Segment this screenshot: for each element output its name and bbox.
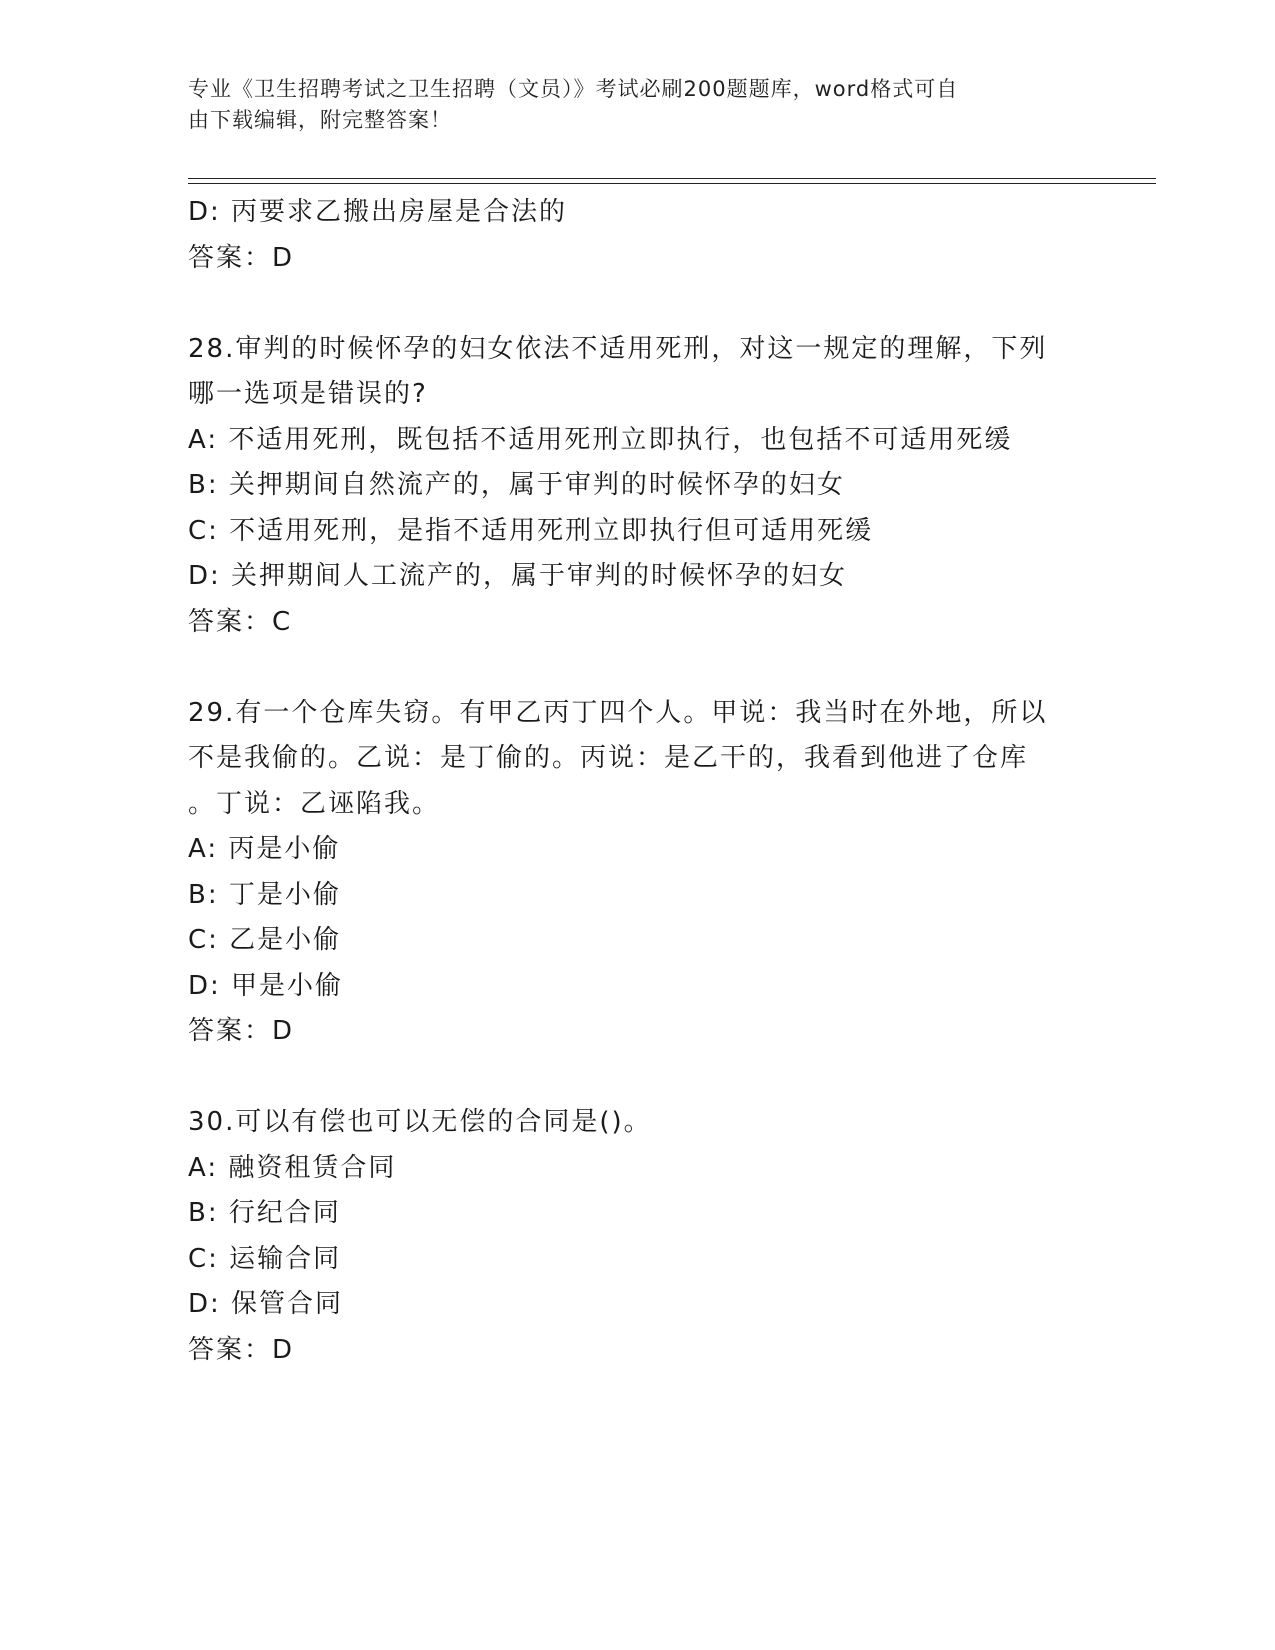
question-28 — [188, 327, 1088, 646]
question-content — [188, 190, 1088, 1373]
spacer — [188, 1055, 1088, 1101]
question-stem: 30.可以有偿也可以无偿的合同是()。 — [188, 1107, 652, 1137]
header-divider-top — [188, 178, 1156, 179]
answer-line: 答案：D — [188, 1334, 295, 1365]
question-29 — [188, 691, 1088, 1055]
option-b: B: 行纪合同 — [188, 1198, 341, 1228]
header-line-2: 由下载编辑，附完整答案！ — [188, 108, 452, 132]
spacer — [188, 645, 1088, 691]
option-b: B: 关押期间自然流产的，属于审判的时候怀孕的妇女 — [188, 470, 845, 500]
answer-line: 答案：C — [188, 606, 293, 637]
question-30 — [188, 1100, 1088, 1373]
option-a: A: 丙是小偷 — [188, 834, 341, 864]
option-a: A: 融资租赁合同 — [188, 1152, 397, 1183]
previous-question-continuation — [188, 190, 1088, 281]
option-c: C: 运输合同 — [188, 1243, 342, 1274]
option-d: D: 保管合同 — [188, 1289, 344, 1319]
option-b: B: 丁是小偷 — [188, 879, 341, 910]
header-divider-bottom — [188, 183, 1156, 184]
option-d: D: 丙要求乙搬出房屋是合法的 — [188, 197, 568, 227]
document-header — [188, 74, 1088, 136]
header-line-1: 专业《卫生招聘考试之卫生招聘（文员）》考试必刷200题题库，word格式可自 — [188, 77, 959, 101]
option-c: C: 不适用死刑，是指不适用死刑立即执行但可适用死缓 — [188, 515, 874, 546]
option-d: D: 关押期间人工流产的，属于审判的时候怀孕的妇女 — [188, 561, 848, 591]
answer-line: 答案：D — [188, 242, 295, 273]
spacer — [188, 281, 1088, 327]
question-stem: 28.审判的时候怀孕的妇女依法不适用死刑，对这一规定的理解，下列 — [188, 333, 1048, 364]
option-d: D: 甲是小偷 — [188, 970, 344, 1001]
answer-line: 答案：D — [188, 1016, 295, 1046]
question-stem: 哪一选项是错误的? — [188, 379, 428, 409]
question-stem: 不是我偷的。乙说：是丁偷的。丙说：是乙干的，我看到他进了仓库 — [188, 743, 1029, 773]
question-stem: 29.有一个仓库失窃。有甲乙丙丁四个人。甲说：我当时在外地，所以 — [188, 697, 1048, 728]
question-stem: 。丁说：乙诬陷我。 — [188, 788, 441, 819]
option-c: C: 乙是小偷 — [188, 925, 342, 955]
option-a: A: 不适用死刑，既包括不适用死刑立即执行，也包括不可适用死缓 — [188, 424, 1013, 455]
